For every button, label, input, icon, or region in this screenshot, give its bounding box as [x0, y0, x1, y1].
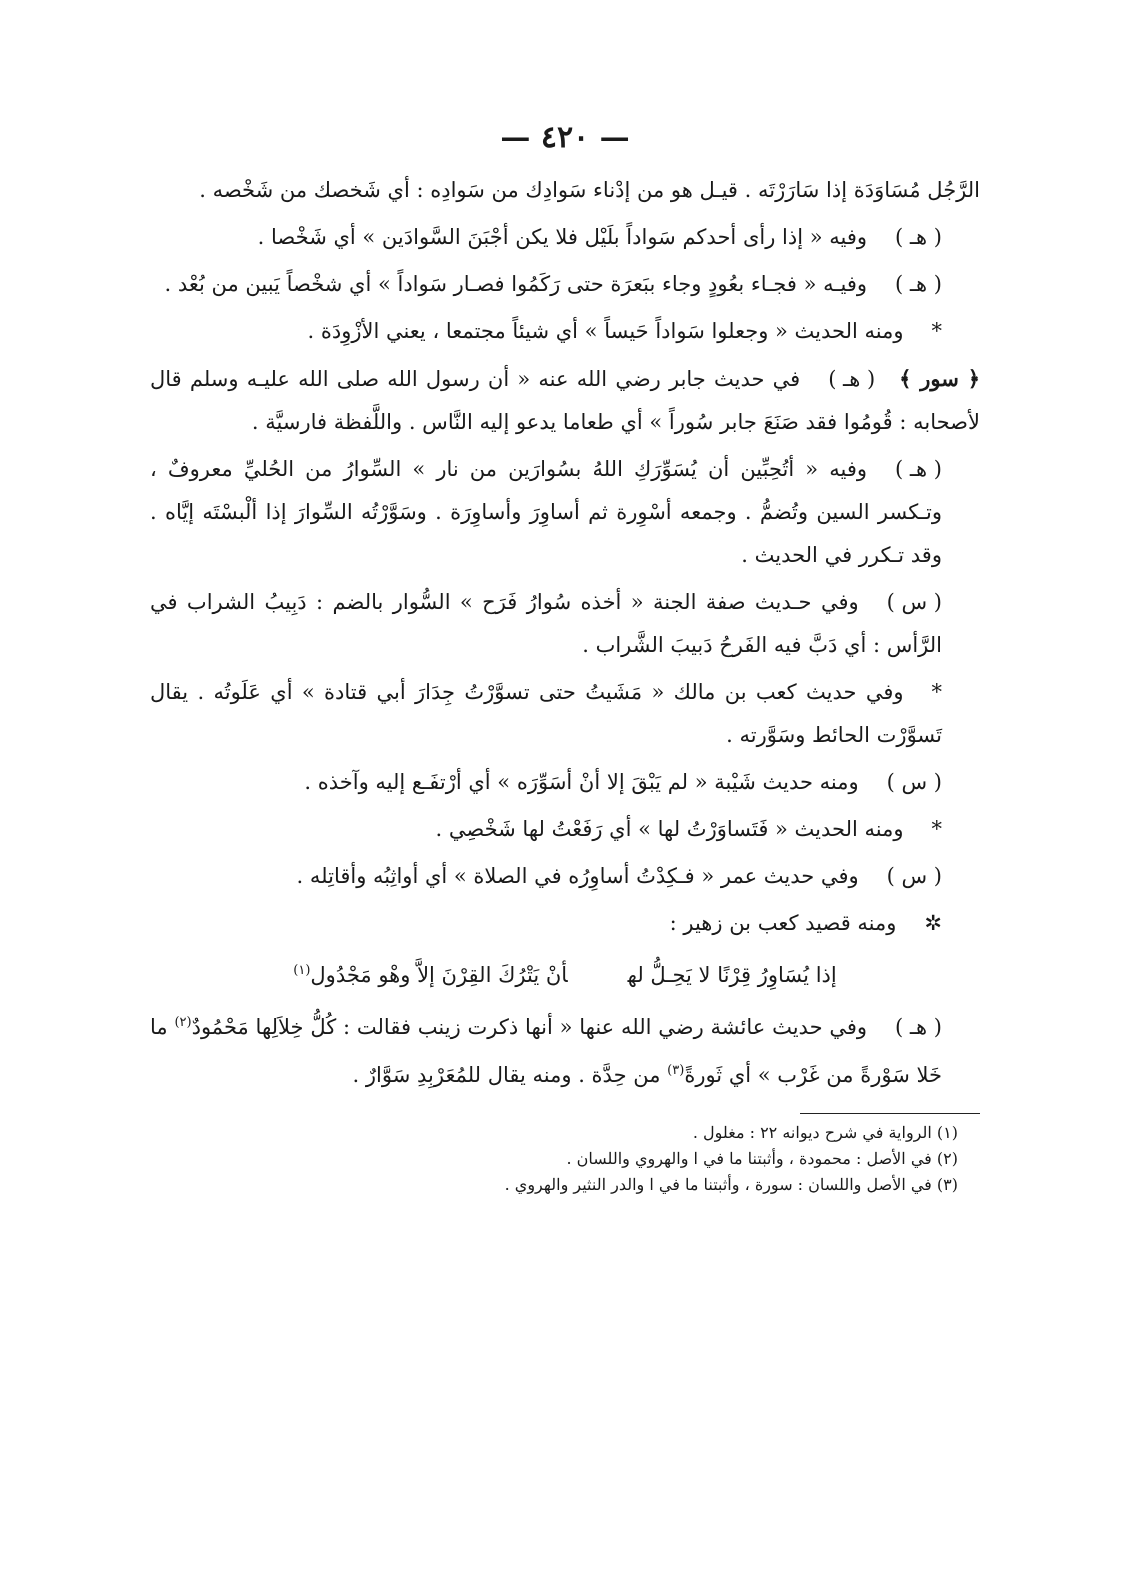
- footnote-3: (٣) في الأصل واللسان : سورة ، وأثبتنا ما في ا والدر النثير والهروي .: [504, 1175, 958, 1194]
- paragraph-11: [150, 855, 980, 898]
- paragraph-text: من حِدَّة . ومنه يقال للمُعَرْبِدِ سَوَّارٌ .: [352, 1063, 661, 1087]
- paragraph-8: [150, 671, 980, 757]
- footnote-divider: [800, 1113, 980, 1114]
- paragraph-text: وفي حديث عمر « فـكِدْتُ أساوِرُه في الصلاة » أي أواثِبُه وأقاتِله .: [296, 864, 859, 888]
- poem-hemistich-2: أنْ يَتْرُكَ القِرْنَ إلاَّ وهْو مَجْدُول: [310, 963, 568, 987]
- paragraph-text: ومنه قصيد كعب بن زهير :: [669, 911, 897, 935]
- source-marker: ( هـ ): [895, 1015, 942, 1039]
- paragraph-3: [150, 263, 980, 306]
- source-marker: ( س ): [886, 770, 942, 794]
- document-page: [150, 120, 980, 1198]
- poem-verse: [150, 949, 980, 997]
- paragraph-12: [150, 902, 980, 945]
- footnote-ref: (١): [293, 963, 311, 978]
- footnote-ref: (٢): [174, 1015, 192, 1030]
- paragraph-9: [150, 761, 980, 804]
- paragraph-10: [150, 808, 980, 851]
- entry-sur: [150, 357, 980, 444]
- footnote-2: (٢) في الأصل : محمودة ، وأثبتنا ما في ا والهروي واللسان .: [566, 1149, 958, 1168]
- source-marker: ( هـ ): [895, 272, 942, 296]
- source-marker: ( هـ ): [895, 457, 942, 481]
- paragraph-text: وفي حديث كعب بن مالك « مَشَيتُ حتى تسوَّرْتُ جِدَارَ أبي قتادة » أي عَلَوتُه . يقال تَسوَّرْت الحائط وسَوَّرته .: [150, 680, 942, 747]
- paragraph-2: [150, 216, 980, 259]
- page-number: — ٤٢٠ —: [500, 120, 630, 155]
- source-marker: *: [931, 680, 942, 704]
- paragraph-7: [150, 581, 980, 667]
- paragraph-text: الرَّجُل مُسَاوَدَة إذا سَارَرْتَه . قيـل هو من إدْناء سَوادِك من سَوادِه : أي شَخصك من شَخْصه .: [199, 178, 980, 202]
- paragraph-text: ما خَلا سَوْرةً من غَرْب » أي ثَورةً: [150, 1015, 942, 1087]
- source-marker: ( س ): [886, 590, 942, 614]
- source-marker: ( س ): [886, 864, 942, 888]
- paragraph-text: ومنه الحديث « وجعلوا سَواداً حَيساً » أي شيئاً مجتمعا ، يعني الأزْوِدَة .: [307, 319, 904, 343]
- source-marker: ( هـ ): [895, 225, 942, 249]
- paragraph-13: [150, 1001, 980, 1097]
- paragraph-4: [150, 310, 980, 353]
- paragraph-text: ومنه حديث شَيْبة « لم يَبْقَ إلا أنْ أسَوِّرَه » أي أرْتفَـع إليه وآخذه .: [304, 770, 859, 794]
- paragraph-text: وفيه « إذا رأى أحدكم سَواداً بلَيْل فلا يكن أجْبَنَ السَّوادَين » أي شَخْصا .: [257, 225, 868, 249]
- source-marker: *: [931, 817, 942, 841]
- source-marker: ( هـ ): [828, 367, 876, 391]
- paragraph-text: وفي حـديث صفة الجنة « أخذه سُوارُ فَرَح » السُّوار بالضم : دَبِيبُ الشراب في الرَّأس : أي دَبَّ فيه الفَرحُ دَبيبَ الشَّراب .: [150, 590, 942, 657]
- paragraph-6: [150, 448, 980, 577]
- paragraph-text: ومنه الحديث « فَتَساوَرْتُ لها » أي رَفَعْتُ لها شَخْصِي .: [435, 817, 904, 841]
- paragraph-text: وفيه « أتُحِبِّين أن يُسَوِّرَكِ اللهُ بسُوارَين من نار » السِّوارُ من الحُليِّ معروفٌ ، وتـكسر السين وتُضمُّ . وجمعه أسْوِرة ثم أساوِرَ وأساوِرَة . وسَوَّرْتُه السِّوارَ إذا ألْبسْتَه إيَّاه . وقد تـكرر في الحديث .: [150, 457, 942, 567]
- paragraph-1: [150, 169, 980, 212]
- footnote-ref: (٣): [667, 1063, 685, 1078]
- footnote-1: (١) الرواية في شرح ديوانه ٢٢ : مغلول .: [692, 1123, 958, 1142]
- paragraph-text: في حديث جابر رضي الله عنه « أن رسول الله صلى الله عليـه وسلم قال لأصحابه : قُومُوا فقد صَنَعَ جابر سُوراً » أي طعاما يدعو إليه النَّاس . واللَّفظة فارسيَّة .: [150, 367, 980, 434]
- source-marker: ✲: [924, 911, 942, 935]
- entry-headword: ﴿ سور ﴾: [899, 366, 980, 391]
- source-marker: *: [931, 319, 942, 343]
- paragraph-text: وفي حديث عائشة رضي الله عنها « أنها ذكرت زينب فقالت : كُلُّ خِلاَلِها مَحْمُودٌ: [191, 1015, 868, 1039]
- paragraph-text: وفيـه « فجـاء بعُودٍ وجاء ببَعرَة حتى رَكَمُوا فصـار سَواداً » أي شخْصاً يَبين من بُعْد .: [164, 272, 868, 296]
- poem-hemistich-1: إذا يُسَاوِرُ قِرْنًا لا يَحِـلُّ له: [627, 963, 837, 987]
